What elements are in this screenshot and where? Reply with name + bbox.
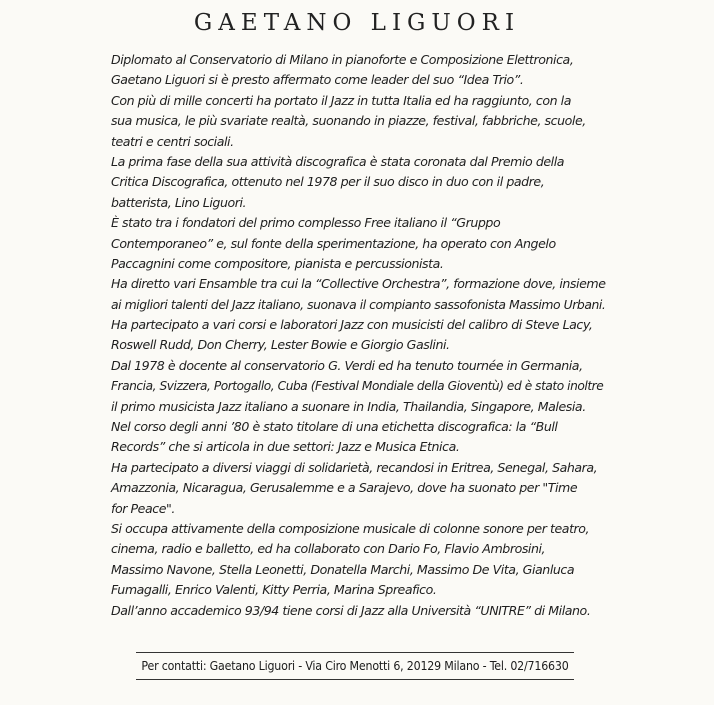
bio-line: Records” che si articola in due settori: Jazz e Musica Etnica. [111, 439, 460, 455]
bio-line: Massimo Navone, Stella Leonetti, Donatella Marchi, Massimo De Vita, Gianluca [111, 561, 575, 577]
bio-line: La prima fase della sua attività discografica è stata coronata dal Premio della [111, 153, 565, 169]
bio-line: Contemporaneo” e, sul fonte della sperimentazione, ha operato con Angelo [111, 235, 556, 251]
bio-line: ai migliori talenti del Jazz italiano, suonava il compianto sassofonista Massimo Urbani. [111, 296, 606, 312]
bio-line: Dal 1978 è docente al conservatorio G. Verdi ed ha tenuto tournée in Germania, [111, 357, 583, 373]
bio-line: Diplomato al Conservatorio di Milano in pianoforte e Composizione Elettronica, [111, 52, 574, 67]
bio-line: cinema, radio e balletto, ed ha collaborato con Dario Fo, Flavio Ambrosini, [111, 541, 546, 557]
bio-line: Con più di mille concerti ha portato il Jazz in tutta Italia ed ha raggiunto, con la [111, 92, 571, 108]
bio-line: il primo musicista Jazz italiano a suonare in India, Thailandia, Singapore, Malesia. [111, 398, 586, 414]
contact-info: Per contatti: Gaetano Liguori - Via Ciro Menotti 6, 20129 Milano - Tel. 02/716630 [141, 659, 569, 673]
bio-line: Dall’anno accademico 93/94 tiene corsi di Jazz alla Università “UNITRE” di Milano. [111, 602, 591, 618]
biography-text [111, 50, 611, 621]
bio-line: Nel corso degli anni ’80 è stato titolare di una etichetta discografica: la “Bull [111, 419, 558, 435]
bio-line: È stato tra i fondatori del primo complesso Free italiano il “Gruppo [111, 215, 501, 231]
bio-line: Critica Discografica, ottenuto nel 1978 per il suo disco in duo con il padre, [111, 174, 545, 190]
bio-line: sua musica, le più svariate realtà, suonando in piazze, festival, fabbriche, scuole, [111, 113, 586, 129]
bio-line: batterista, Lino Liguori. [111, 194, 247, 210]
bio-line: teatri e centri sociali. [111, 133, 234, 149]
bio-line: Roswell Rudd, Don Cherry, Lester Bowie e Giorgio Gaslini. [111, 337, 450, 353]
contact-box [136, 652, 574, 680]
bio-line: Gaetano Liguori si è presto affermato come leader del suo “Idea Trio”. [111, 72, 524, 88]
bio-line: Paccagnini come compositore, pianista e percussionista. [111, 255, 444, 271]
page-title: GAETANO LIGUORI [193, 10, 521, 36]
bio-line: Amazzonia, Nicaragua, Gerusalemme e a Sarajevo, dove ha suonato per "Time [111, 480, 578, 496]
bio-line: Ha diretto vari Ensamble tra cui la “Collective Orchestra”, formazione dove, insieme [111, 276, 606, 292]
bio-line: Ha partecipato a vari corsi e laboratori Jazz con musicisti del calibro di Steve Lacy, [111, 317, 593, 333]
bio-line: Francia, Svizzera, Portogallo, Cuba (Festival Mondiale della Gioventù) ed è stato inoltre [111, 379, 604, 394]
bio-line: for Peace". [111, 500, 175, 516]
bio-line: Fumagalli, Enrico Valenti, Kitty Perria, Marina Spreafico. [111, 582, 437, 598]
bio-line: Ha partecipato a diversi viaggi di solidarietà, recandosi in Eritrea, Senegal, Sahara, [111, 459, 598, 475]
bio-line: Si occupa attivamente della composizione musicale di colonne sonore per teatro, [111, 520, 590, 536]
